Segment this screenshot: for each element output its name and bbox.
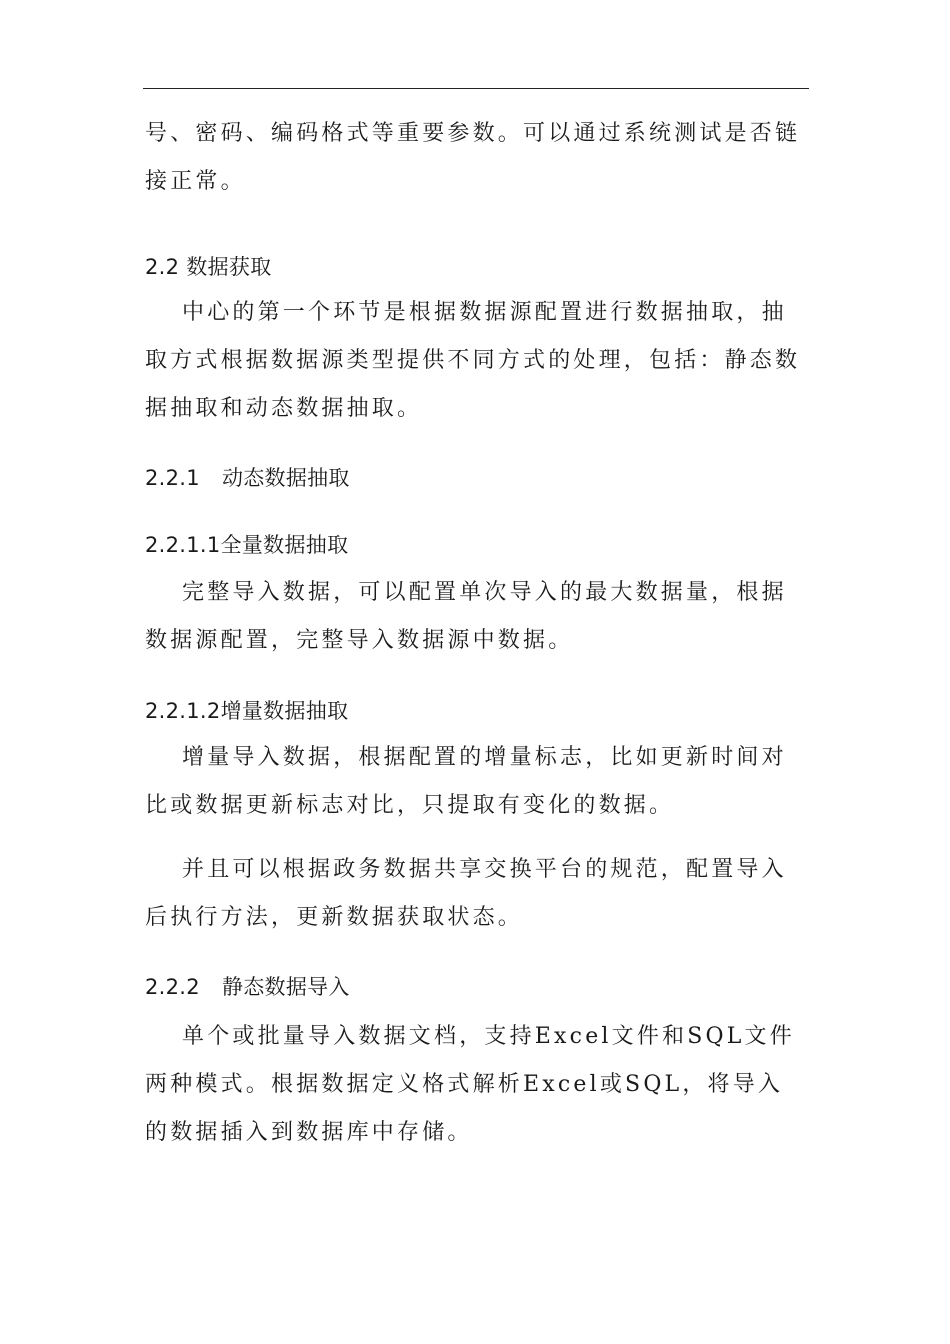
section-heading-2-2-2 [145, 972, 807, 1002]
section-number: 2.2.1 [145, 466, 200, 490]
continuation-paragraph: 号、密码、编码格式等重要参数。可以通过系统测试是否链接正常。 [145, 121, 801, 194]
section-number: 2.2 [145, 255, 180, 279]
section-heading-2-2-1-1 [145, 530, 807, 560]
section-title: 静态数据导入 [221, 975, 350, 999]
paragraph-static-import: 单个或批量导入数据文档，支持Excel文件和SQL文件两种模式。根据数据定义格式解析Excel或SQL，将导入的数据插入到数据库中存储。 [145, 1024, 795, 1145]
paragraph-full-extraction: 完整导入数据，可以配置单次导入的最大数据量，根据数据源配置，完整导入数据源中数据。 [145, 580, 787, 653]
section-title: 数据获取 [186, 255, 272, 279]
section-heading-2-2-1-2 [145, 696, 807, 726]
section-title: 动态数据抽取 [221, 466, 350, 490]
section-title: 全量数据抽取 [220, 533, 349, 557]
paragraph-exchange-platform: 并且可以根据政务数据共享交换平台的规范，配置导入后执行方法，更新数据获取状态。 [145, 857, 787, 930]
section-number: 2.2.2 [145, 975, 200, 999]
section-number: 2.2.1.1 [145, 533, 221, 557]
section-number: 2.2.1.2 [145, 699, 221, 723]
paragraph-data-acquisition: 中心的第一个环节是根据数据源配置进行数据抽取，抽取方式根据数据源类型提供不同方式的处理，包括：静态数据抽取和动态数据抽取。 [145, 300, 801, 421]
section-heading-2-2-1 [145, 463, 807, 493]
section-heading-2-2 [145, 252, 807, 282]
page-header-rule [143, 88, 809, 89]
paragraph-incremental-extraction: 增量导入数据，根据配置的增量标志，比如更新时间对比或数据更新标志对比，只提取有变化的数据。 [145, 745, 787, 818]
section-title: 增量数据抽取 [220, 699, 349, 723]
